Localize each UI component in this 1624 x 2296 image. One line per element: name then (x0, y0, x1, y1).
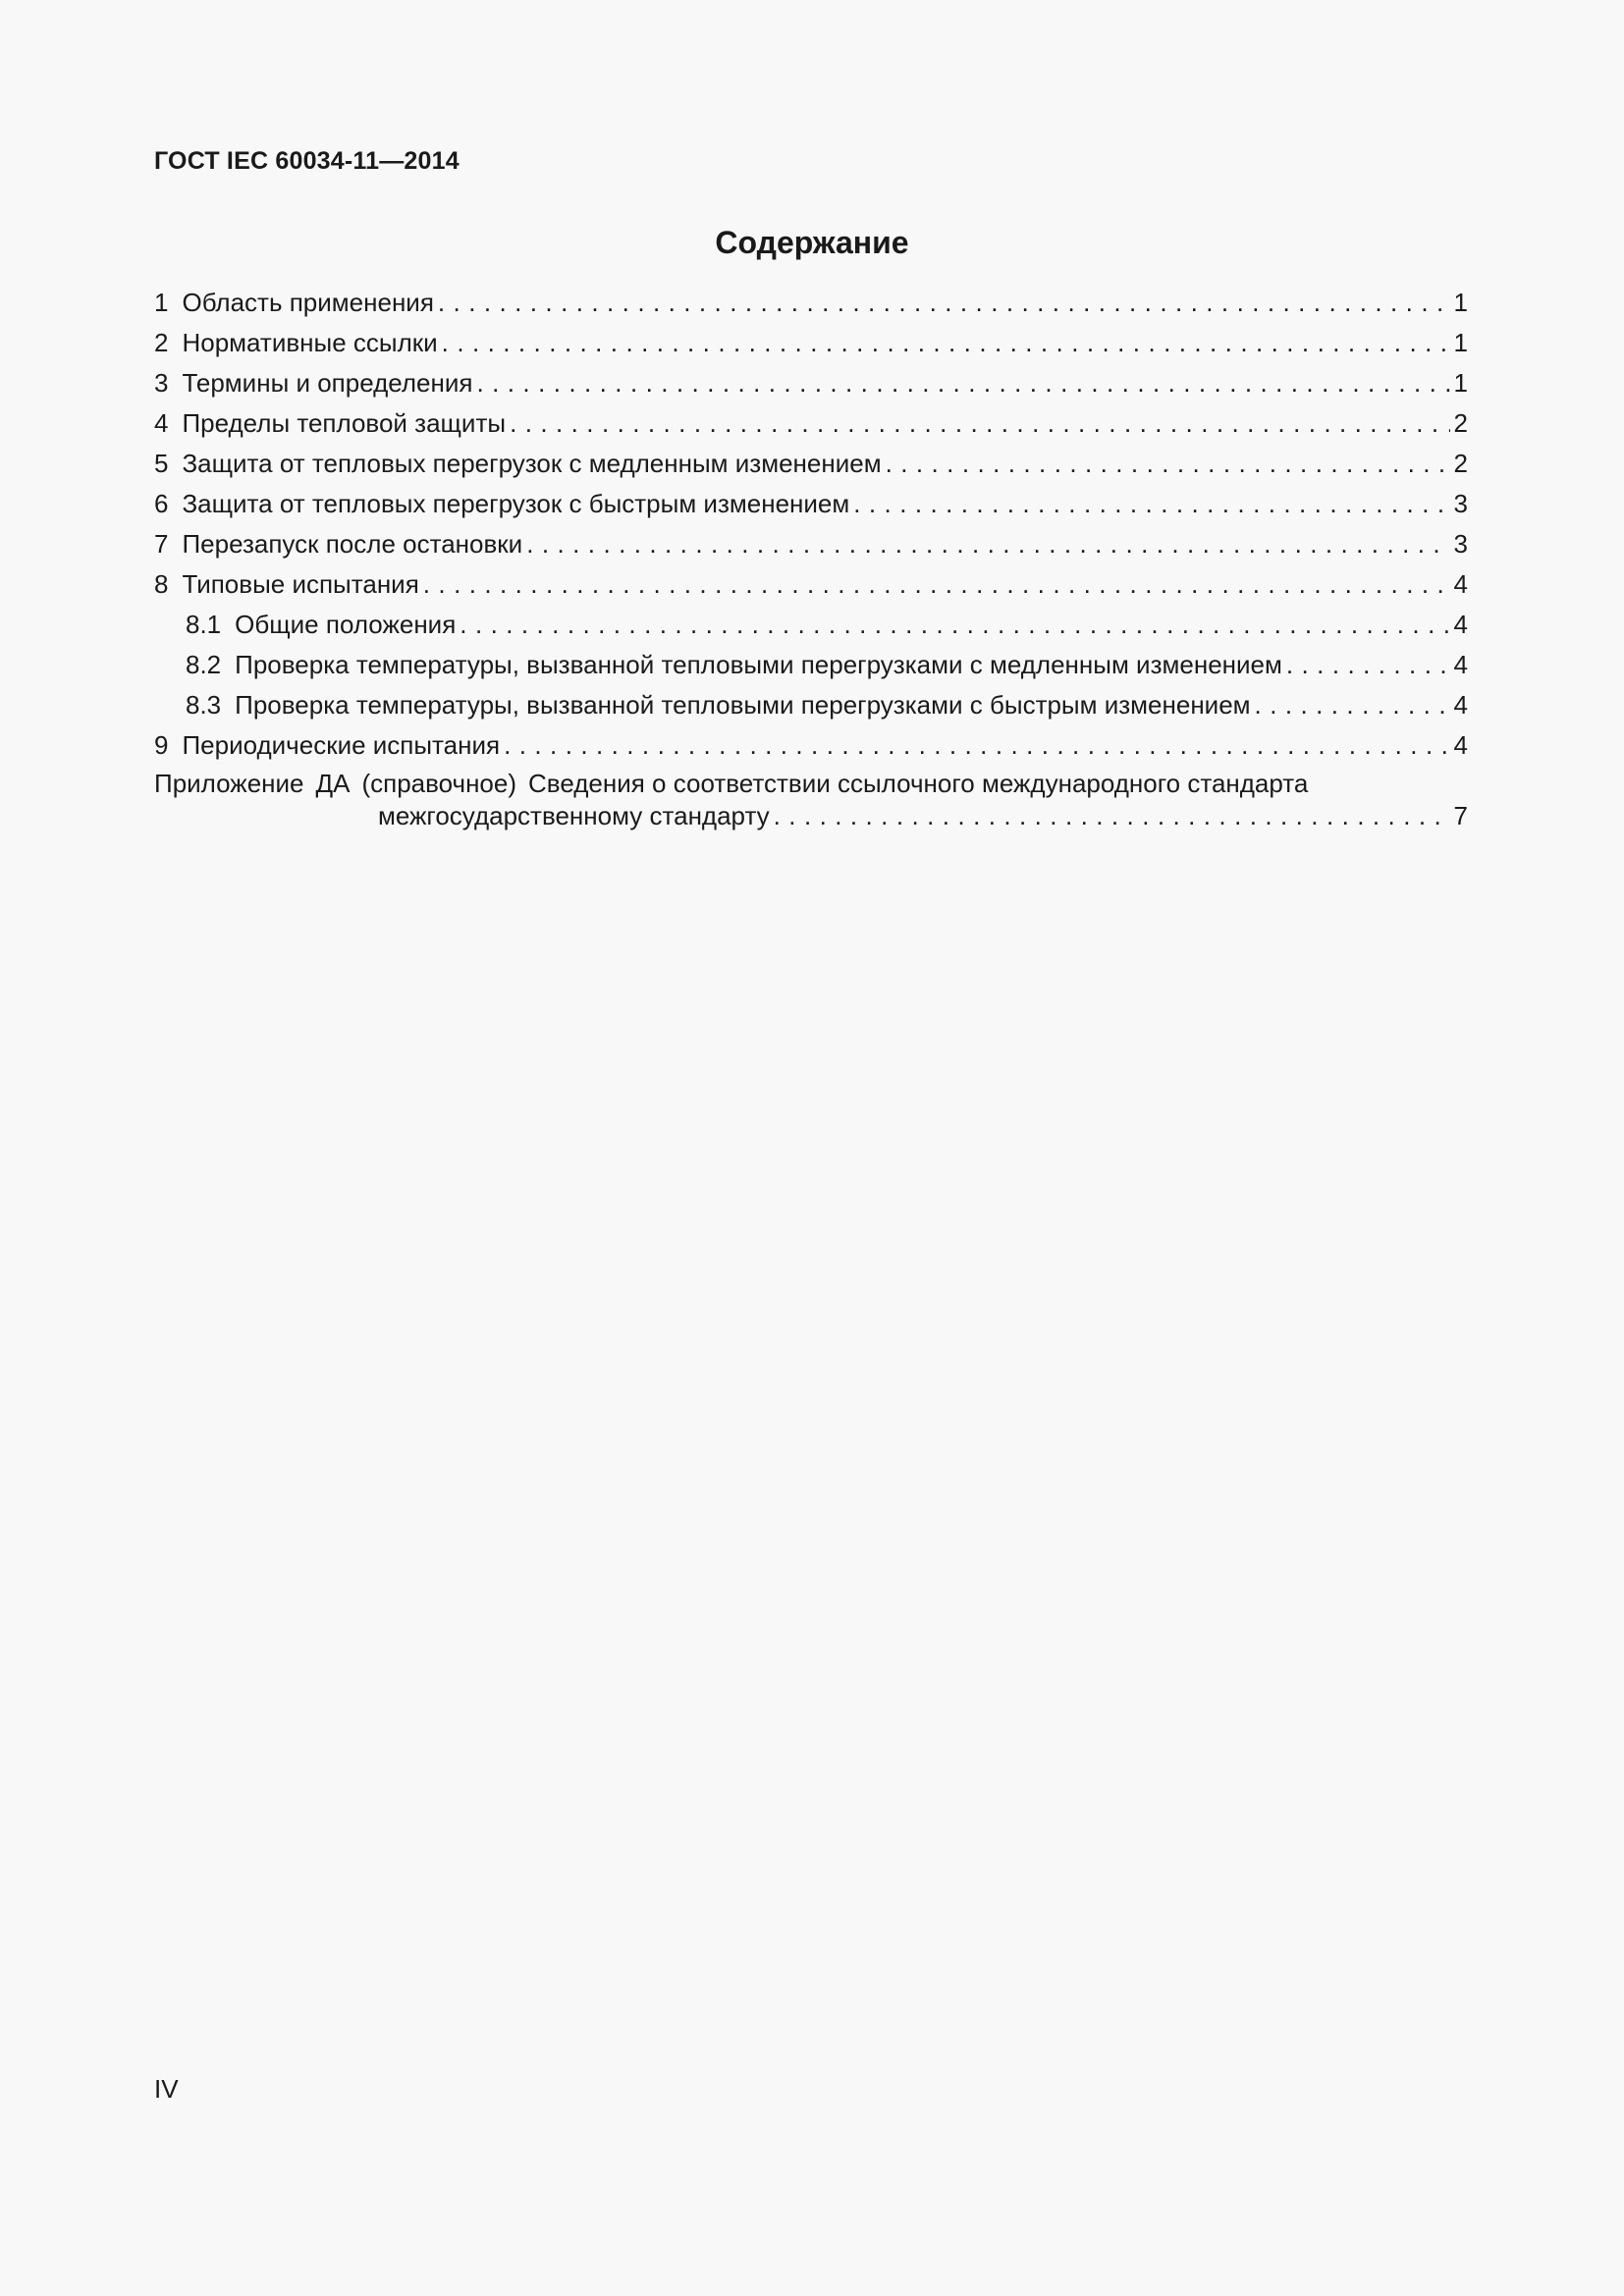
toc-leader-dots (460, 607, 1449, 642)
toc-item-page: 4 (1453, 690, 1468, 720)
toc-item-text: Пределы тепловой защиты (182, 408, 507, 438)
annex-page: 7 (1453, 801, 1468, 830)
toc-item-text: Защита от тепловых перегрузок с быстрым изменением (182, 489, 850, 518)
toc-item-page: 2 (1453, 449, 1468, 478)
toc-item-text: Защита от тепловых перегрузок с медленным изменением (182, 449, 882, 478)
annex-letter: ДА (315, 769, 351, 798)
toc-item-text: Перезапуск после остановки (182, 529, 523, 559)
toc-item-number: 8.1 (186, 610, 222, 639)
toc-item[interactable] (154, 727, 1468, 768)
toc-leader-dots (442, 325, 1450, 360)
toc-title: Содержание (715, 225, 909, 260)
toc-leader-dots (774, 800, 1450, 832)
toc-item-page: 4 (1453, 569, 1468, 599)
toc-leader-dots (438, 285, 1450, 320)
toc-item-text: Периодические испытания (182, 730, 501, 760)
toc-item[interactable] (154, 365, 1468, 405)
annex-label: Приложение (154, 769, 304, 798)
toc-leader-dots (886, 446, 1450, 481)
toc-item[interactable] (154, 446, 1468, 486)
toc-item[interactable] (154, 526, 1468, 566)
toc-item-page: 1 (1453, 368, 1468, 398)
toc-item[interactable] (154, 486, 1468, 526)
toc-item[interactable] (154, 285, 1468, 325)
toc-item-page: 4 (1453, 730, 1468, 760)
toc-subitem[interactable] (154, 607, 1468, 647)
toc-item-text: Типовые испытания (182, 569, 419, 599)
toc-leader-dots (510, 405, 1449, 441)
toc-item-text: Область применения (182, 288, 434, 317)
toc-item-number: 9 (154, 730, 169, 760)
toc-item-number: 3 (154, 368, 169, 398)
toc-item-number: 8.2 (186, 650, 222, 679)
page-number: IV (154, 2074, 179, 2104)
toc-item-page: 3 (1453, 489, 1468, 518)
toc-item-number: 4 (154, 408, 169, 438)
toc-item-number: 8.3 (186, 690, 222, 720)
toc-item-number: 7 (154, 529, 169, 559)
toc-leader-dots (1255, 687, 1450, 722)
toc-leader-dots (476, 365, 1449, 400)
toc-leader-dots (526, 526, 1449, 561)
toc-item-number: 5 (154, 449, 169, 478)
toc-annex[interactable] (154, 768, 1468, 832)
toc-subitem[interactable] (154, 687, 1468, 727)
toc-item-text: Общие положения (235, 610, 457, 639)
toc-leader-dots (853, 486, 1449, 521)
toc-item-text: Нормативные ссылки (182, 328, 438, 357)
toc-subitem[interactable] (154, 647, 1468, 687)
toc-item-number: 6 (154, 489, 169, 518)
toc-item[interactable] (154, 325, 1468, 365)
toc-leader-dots (1286, 647, 1450, 682)
toc-item-page: 4 (1453, 650, 1468, 679)
toc-leader-dots (423, 566, 1450, 602)
annex-title-line1: Сведения о соответствии ссылочного международного стандарта (528, 769, 1309, 798)
toc-item[interactable] (154, 566, 1468, 607)
toc-item-page: 4 (1453, 610, 1468, 639)
toc-item[interactable] (154, 405, 1468, 446)
table-of-contents (154, 285, 1468, 832)
annex-type: (справочное) (361, 769, 517, 798)
toc-item-text: Термины и определения (182, 368, 473, 398)
toc-item-page: 1 (1453, 328, 1468, 357)
toc-item-page: 1 (1453, 288, 1468, 317)
annex-title-line2: межгосударственному стандарту (378, 801, 770, 830)
toc-item-number: 8 (154, 569, 169, 599)
toc-item-text: Проверка температуры, вызванной тепловыми перегрузками с быстрым изменением (235, 690, 1251, 720)
toc-item-page: 3 (1453, 529, 1468, 559)
toc-item-page: 2 (1453, 408, 1468, 438)
document-header: ГОСТ IEC 60034-11—2014 (154, 147, 460, 175)
toc-item-number: 2 (154, 328, 169, 357)
toc-item-text: Проверка температуры, вызванной тепловыми перегрузками с медленным изменением (235, 650, 1282, 679)
toc-item-number: 1 (154, 288, 169, 317)
toc-leader-dots (504, 727, 1449, 763)
